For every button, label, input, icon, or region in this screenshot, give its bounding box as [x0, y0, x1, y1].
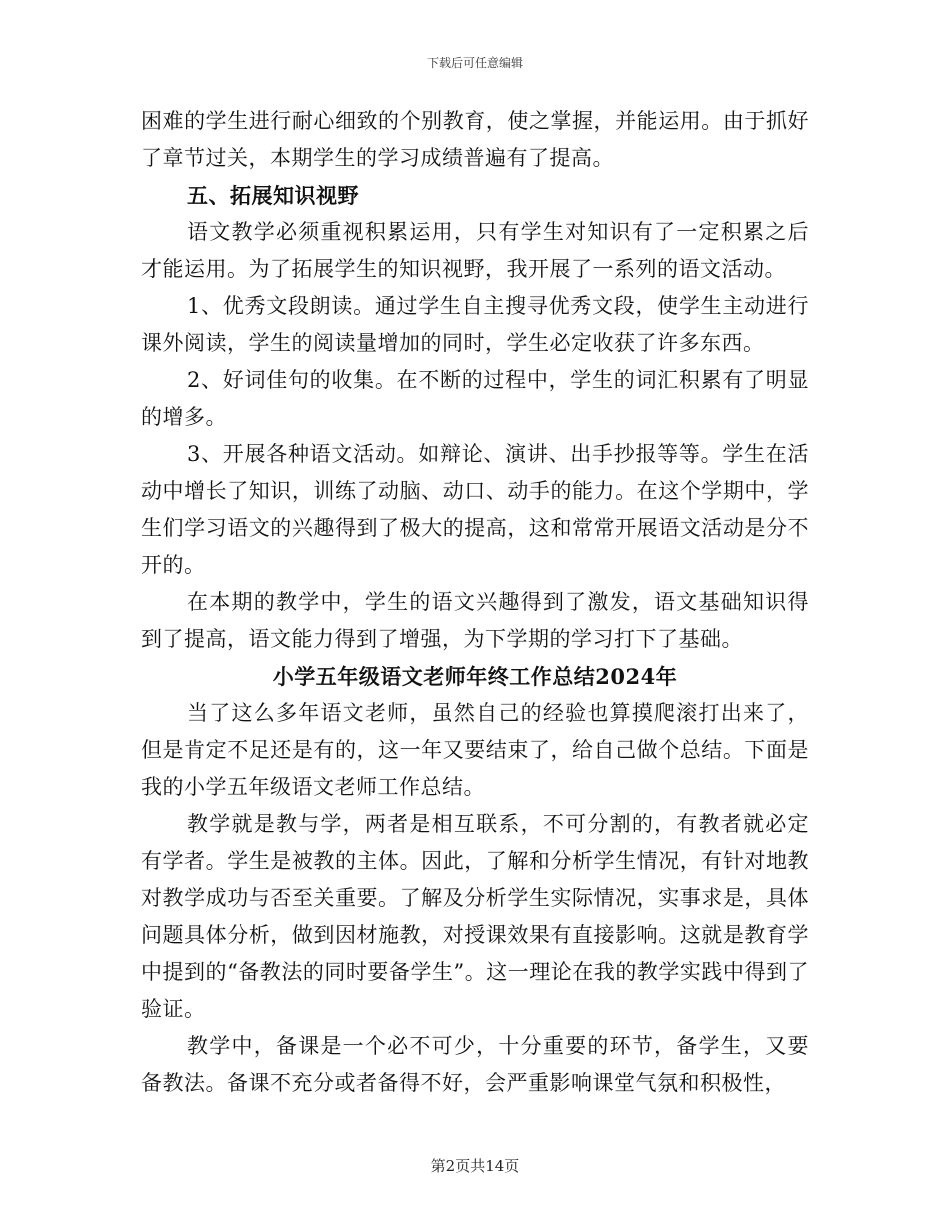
document-body [141, 103, 809, 1102]
paragraph: 语文教学必须重视积累运用，只有学生对知识有了一定积累之后才能运用。为了拓展学生的知识视野，我开展了一系列的语文活动。 [141, 220, 809, 281]
paragraph: 在本期的教学中，学生的语文兴趣得到了激发，语文基础知识得到了提高，语文能力得到了增强，为下学期的学习打下了基础。 [141, 590, 809, 651]
paragraph-continued: 困难的学生进行耐心细致的个别教育，使之掌握，并能运用。由于抓好了章节过关，本期学生的学习成绩普遍有了提高。 [141, 109, 809, 170]
paragraph: 教学就是教与学，两者是相互联系，不可分割的，有教者就必定有学者。学生是被教的主体。因此，了解和分析学生情况，有针对地教对教学成功与否至关重要。了解及分析学生实际情况，实事求是，具体问题具体分析，做到因材施教，对授课效果有直接影响。这就是教育学中提到的“备教法的同时要备学生”。这一理论在我的教学实践中得到了验证。 [141, 812, 809, 1021]
paragraph: 教学中，备课是一个必不可少，十分重要的环节，备学生，又要备教法。备课不充分或者备得不好，会严重影响课堂气氛和积极性， [141, 1034, 809, 1095]
section-heading: 五、拓展知识视野 [187, 183, 359, 208]
document-title: 小学五年级语文老师年终工作总结2024年 [272, 664, 678, 689]
page-number: 第2页共14页 [430, 1157, 520, 1175]
list-item-paragraph: 1、优秀文段朗读。通过学生自主搜寻优秀文段，使学生主动进行课外阅读，学生的阅读量增加的同时，学生必定收获了许多东西。 [141, 294, 809, 355]
list-item-paragraph: 2、好词佳句的收集。在不断的过程中，学生的词汇积累有了明显的增多。 [141, 368, 809, 429]
page-header: 下载后可任意编辑 [426, 56, 523, 70]
paragraph: 当了这么多年语文老师，虽然自己的经验也算摸爬滚打出来了，但是肯定不足还是有的，这一年又要结束了，给自己做个总结。下面是我的小学五年级语文老师工作总结。 [141, 701, 809, 799]
list-item-paragraph: 3、开展各种语文活动。如辩论、演讲、出手抄报等等。学生在活动中增长了知识，训练了动脑、动口、动手的能力。在这个学期中，学生们学习语文的兴趣得到了极大的提高，这和常常开展语文活动是分不开的。 [141, 442, 809, 577]
